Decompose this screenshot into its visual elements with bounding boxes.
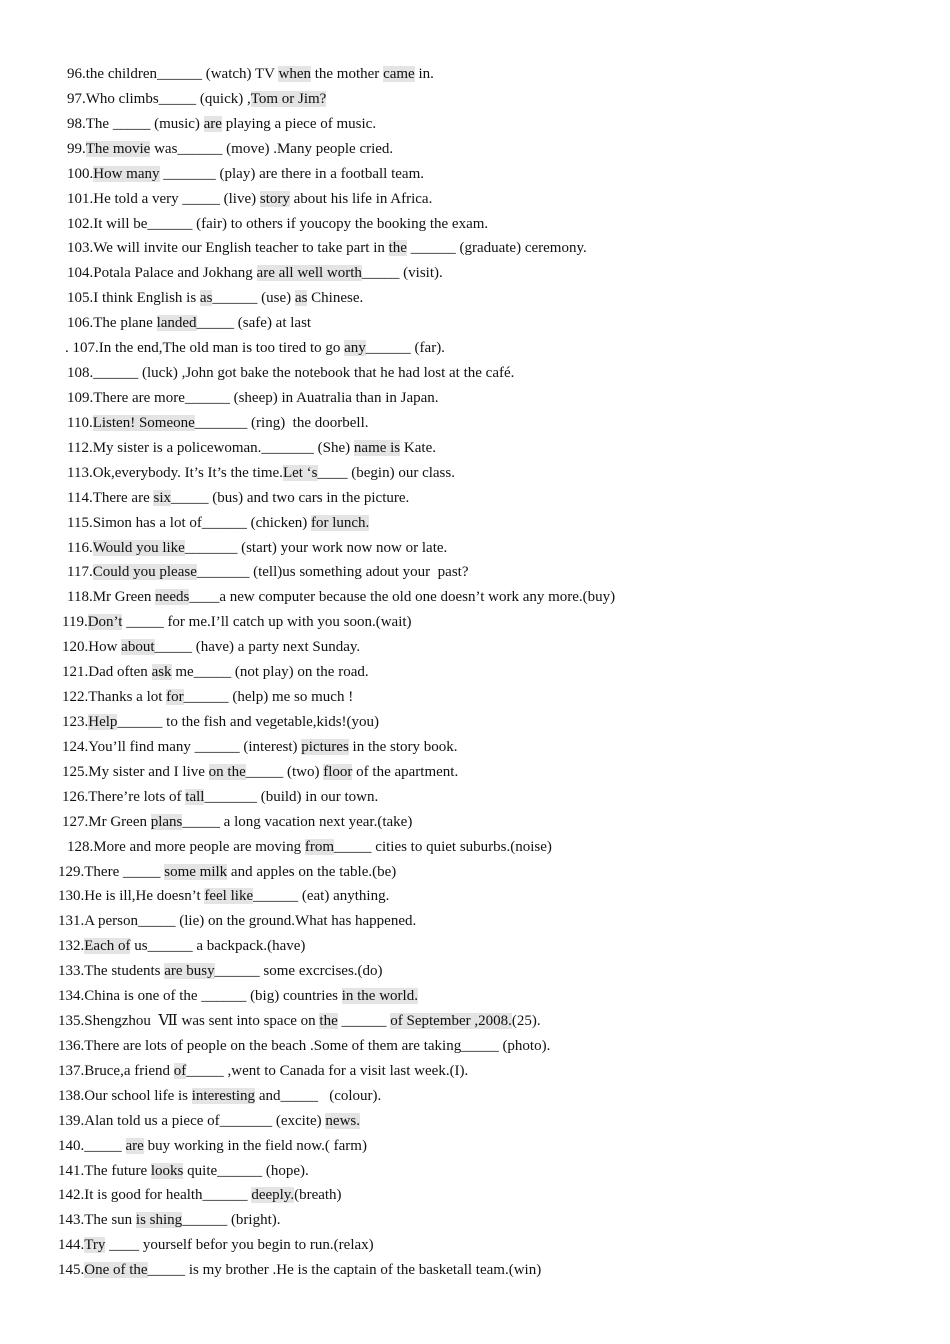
- exercise-line: [0, 411, 950, 436]
- exercise-line: [0, 62, 950, 87]
- exercise-text: ______ (graduate) ceremony.: [406, 240, 587, 257]
- exercise-text: Kate.: [400, 439, 436, 456]
- exercise-line: [0, 1159, 950, 1184]
- exercise-text: 123.: [62, 713, 89, 730]
- highlighted-text: story: [259, 190, 290, 207]
- exercise-text: 119.: [62, 614, 88, 631]
- exercise-line: [0, 236, 950, 261]
- highlighted-text: the: [319, 1013, 338, 1030]
- exercise-text: buy working in the field now.( farm): [143, 1137, 367, 1154]
- highlighted-text: the: [388, 240, 407, 257]
- highlighted-text: Could you please: [92, 564, 197, 581]
- highlighted-text: of September ,2008.: [390, 1013, 512, 1030]
- exercise-text: _____ for me.I’ll catch up with you soon.(wait): [122, 614, 412, 631]
- exercise-text: 138.Our school life is: [58, 1087, 192, 1104]
- exercise-text: the mother: [310, 66, 384, 82]
- exercise-text: 141.The future: [58, 1162, 151, 1179]
- highlighted-text: Let ‘s: [282, 464, 318, 481]
- exercise-text: in.: [414, 66, 434, 82]
- exercise-text: _______ (tell)us something adout your past?: [196, 564, 469, 581]
- highlighted-text: feel like: [204, 888, 254, 905]
- exercise-text: 118.Mr Green: [67, 589, 156, 606]
- highlighted-text: pictures: [301, 738, 349, 755]
- exercise-text: 116.: [67, 539, 93, 556]
- highlighted-text: for: [166, 689, 184, 706]
- exercise-text: 142.It is good for health______: [58, 1187, 252, 1204]
- exercise-text: 125.My sister and I live: [62, 763, 209, 780]
- exercise-line: [0, 710, 950, 735]
- exercise-text: 106.The plane: [67, 315, 157, 332]
- exercise-text: 122.Thanks a lot: [62, 689, 167, 706]
- exercise-line: [0, 162, 950, 187]
- exercise-line: [0, 884, 950, 909]
- exercise-line: [0, 660, 950, 685]
- exercise-text: _______ (start) your work now now or late.: [184, 539, 448, 556]
- exercise-line: [0, 112, 950, 137]
- exercise-line: [0, 685, 950, 710]
- exercise-text: _____ (bus) and two cars in the picture.: [171, 489, 410, 506]
- exercise-text: 115.Simon has a lot of______ (chicken): [67, 514, 311, 531]
- highlighted-text: ask: [151, 664, 172, 681]
- exercise-text: 143.The sun: [58, 1212, 136, 1229]
- exercise-text: 120.How: [62, 639, 122, 656]
- highlighted-text: Tom or Jim?: [250, 90, 327, 107]
- exercise-line: [0, 311, 950, 336]
- exercise-line: [0, 635, 950, 660]
- exercise-text: us______ a backpack.(have): [130, 938, 306, 955]
- exercise-text: 101.He told a very _____ (live): [67, 190, 260, 207]
- highlighted-text: looks: [150, 1162, 184, 1179]
- exercise-line: [0, 486, 950, 511]
- highlighted-text: needs: [155, 589, 190, 606]
- exercise-text: Chinese.: [307, 290, 364, 307]
- exercise-text: 126.There’re lots of: [62, 788, 186, 805]
- highlighted-text: are: [125, 1137, 144, 1154]
- exercise-text: 127.Mr Green: [62, 813, 151, 830]
- exercise-line: [0, 1059, 950, 1084]
- exercise-text: 109.There are more______ (sheep) in Auatralia than in Japan.: [67, 389, 439, 406]
- exercise-list: [0, 62, 950, 1283]
- highlighted-text: Would you like: [92, 539, 185, 556]
- exercise-text: 99.: [67, 140, 86, 157]
- exercise-text: quite______ (hope).: [183, 1162, 309, 1179]
- exercise-line: [0, 1208, 950, 1233]
- exercise-text: 135.Shengzhou Ⅶ was sent into space on: [58, 1013, 320, 1030]
- exercise-text: 134.China is one of the ______ (big) countries: [58, 988, 342, 1005]
- exercise-text: me_____ (not play) on the road.: [171, 664, 369, 681]
- highlighted-text: floor: [323, 763, 353, 780]
- exercise-line: [0, 959, 950, 984]
- highlighted-text: on the: [208, 763, 246, 780]
- exercise-line: [0, 386, 950, 411]
- exercise-line: [0, 810, 950, 835]
- exercise-text: 136.There are lots of people on the beach .Some of them are taking_____ (photo).: [58, 1037, 551, 1054]
- exercise-line: [0, 1034, 950, 1059]
- highlighted-text: news.: [325, 1112, 360, 1129]
- highlighted-text: any: [344, 340, 366, 357]
- highlighted-text: in the world.: [341, 988, 418, 1005]
- exercise-text: 112.My sister is a policewoman._______ (She): [67, 439, 354, 456]
- highlighted-text: name is: [353, 439, 401, 456]
- highlighted-text: Try: [84, 1237, 106, 1254]
- exercise-line: [0, 536, 950, 561]
- exercise-text: 132.: [58, 938, 85, 955]
- exercise-line: [0, 909, 950, 934]
- exercise-text: _____ a long vacation next year.(take): [182, 813, 413, 830]
- exercise-text: playing a piece of music.: [221, 115, 377, 132]
- exercise-text: 139.Alan told us a piece of_______ (excite): [58, 1112, 326, 1129]
- exercise-text: (breath): [294, 1187, 342, 1204]
- highlighted-text: when: [278, 66, 311, 82]
- exercise-text: was______ (move) .Many people cried.: [150, 140, 394, 157]
- exercise-text: ______ (eat) anything.: [253, 888, 390, 905]
- exercise-text: 129.There _____: [58, 863, 165, 880]
- exercise-line: [0, 860, 950, 885]
- exercise-line: [0, 361, 950, 386]
- exercise-text: 97.Who climbs_____ (quick) ,: [67, 90, 251, 107]
- exercise-text: 145.: [58, 1262, 85, 1279]
- exercise-text: ______ (help) me so much !: [183, 689, 354, 706]
- exercise-text: _____ (have) a party next Sunday.: [154, 639, 361, 656]
- exercise-text: _______ (build) in our town.: [204, 788, 379, 805]
- exercise-text: _____ (safe) at last: [196, 315, 312, 332]
- exercise-line: [0, 187, 950, 212]
- highlighted-text: How many: [93, 165, 160, 182]
- exercise-line: [0, 87, 950, 112]
- exercise-text: ______ to the fish and vegetable,kids!(you): [117, 713, 380, 730]
- exercise-text: 133.The students: [58, 963, 165, 980]
- exercise-line: [0, 735, 950, 760]
- exercise-text: _____ ,went to Canada for a visit last week.(I).: [186, 1062, 469, 1079]
- exercise-text: 110.: [67, 414, 93, 431]
- highlighted-text: Help: [88, 713, 118, 730]
- exercise-text: 105.I think English is: [67, 290, 200, 307]
- exercise-text: in the story book.: [348, 738, 458, 755]
- exercise-text: 102.It will be______ (fair) to others if youcopy the booking the exam.: [67, 215, 489, 232]
- exercise-text: 104.Potala Palace and Jokhang: [67, 265, 257, 282]
- exercise-line: [0, 835, 950, 860]
- exercise-text: 121.Dad often: [62, 664, 152, 681]
- highlighted-text: from: [304, 838, 335, 855]
- highlighted-text: came: [383, 66, 415, 82]
- exercise-text: 137.Bruce,a friend: [58, 1062, 174, 1079]
- exercise-text: ____ yourself befor you begin to run.(relax): [105, 1237, 374, 1254]
- exercise-line: [0, 1258, 950, 1283]
- exercise-text: ______ (bright).: [182, 1212, 281, 1229]
- exercise-line: [0, 560, 950, 585]
- highlighted-text: is shing: [135, 1212, 183, 1229]
- highlighted-text: as: [199, 290, 213, 307]
- exercise-line: [0, 1109, 950, 1134]
- exercise-text: . 107.In the end,The old man is too tired to go: [65, 340, 345, 357]
- highlighted-text: are busy: [164, 963, 215, 980]
- highlighted-text: of: [173, 1062, 187, 1079]
- exercise-text: ______ (far).: [365, 340, 445, 357]
- highlighted-text: are all well worth: [256, 265, 362, 282]
- exercise-text: 114.There are: [67, 489, 154, 506]
- exercise-line: [0, 261, 950, 286]
- highlighted-text: Each of: [84, 938, 131, 955]
- exercise-line: [0, 1084, 950, 1109]
- exercise-text: 131.A person_____ (lie) on the ground.What has happened.: [58, 913, 417, 930]
- exercise-text: ______ (use): [212, 290, 295, 307]
- exercise-text: 124.You’ll find many ______ (interest): [62, 738, 302, 755]
- exercise-text: of the apartment.: [352, 763, 459, 780]
- exercise-text: _____ (two): [245, 763, 324, 780]
- exercise-line: [0, 336, 950, 361]
- highlighted-text: interesting: [191, 1087, 256, 1104]
- exercise-text: 108.______ (luck) ,John got bake the notebook that he had lost at the café.: [67, 365, 515, 382]
- highlighted-text: some milk: [164, 863, 228, 880]
- exercise-text: 98.The _____ (music): [67, 115, 204, 132]
- exercise-text: 113.Ok,everybody. It’s It’s the time.: [67, 464, 283, 481]
- exercise-text: ____ (begin) our class.: [317, 464, 455, 481]
- exercise-line: [0, 461, 950, 486]
- exercise-line: [0, 212, 950, 237]
- highlighted-text: tall: [185, 788, 205, 805]
- exercise-text: ______: [337, 1013, 391, 1030]
- exercise-line: [0, 511, 950, 536]
- exercise-line: [0, 137, 950, 162]
- exercise-line: [0, 1009, 950, 1034]
- exercise-text: _______ (ring) the doorbell.: [194, 414, 369, 431]
- exercise-line: [0, 610, 950, 635]
- exercise-line: [0, 984, 950, 1009]
- exercise-text: about his life in Africa.: [289, 190, 433, 207]
- exercise-text: _____ is my brother .He is the captain of the basketall team.(win): [147, 1262, 542, 1279]
- exercise-line: [0, 934, 950, 959]
- highlighted-text: Listen! Someone: [92, 414, 195, 431]
- highlighted-text: deeply.: [251, 1187, 295, 1204]
- exercise-text: and_____ (colour).: [255, 1087, 382, 1104]
- exercise-text: 117.: [67, 564, 93, 581]
- highlighted-text: for lunch.: [310, 514, 370, 531]
- exercise-text: _____ cities to quiet suburbs.(noise): [334, 838, 552, 855]
- exercise-text: and apples on the table.(be): [227, 863, 397, 880]
- exercise-text: ______ some excrcises.(do): [214, 963, 383, 980]
- exercise-line: [0, 585, 950, 610]
- exercise-text: 96.the children______ (watch) TV: [67, 66, 279, 82]
- exercise-text: 103.We will invite our English teacher to take part in: [67, 240, 389, 257]
- exercise-line: [0, 785, 950, 810]
- highlighted-text: landed: [156, 315, 197, 332]
- highlighted-text: Don’t: [87, 614, 123, 631]
- exercise-text: 100.: [67, 165, 94, 182]
- highlighted-text: about: [121, 639, 155, 656]
- exercise-line: [0, 1233, 950, 1258]
- exercise-text: 144.: [58, 1237, 85, 1254]
- exercise-line: [0, 1134, 950, 1159]
- exercise-text: 128.More and more people are moving: [67, 838, 305, 855]
- exercise-text: (25).: [511, 1013, 541, 1030]
- exercise-text: ____a new computer because the old one doesn’t work any more.(buy): [189, 589, 616, 606]
- exercise-line: [0, 1183, 950, 1208]
- exercise-text: _____ (visit).: [361, 265, 443, 282]
- exercise-text: _______ (play) are there in a football team.: [159, 165, 424, 182]
- exercise-text: 130.He is ill,He doesn’t: [58, 888, 205, 905]
- highlighted-text: The movie: [85, 140, 151, 157]
- highlighted-text: are: [203, 115, 222, 132]
- exercise-line: [0, 760, 950, 785]
- exercise-line: [0, 436, 950, 461]
- highlighted-text: plans: [150, 813, 183, 830]
- highlighted-text: One of the: [84, 1262, 148, 1279]
- exercise-text: 140._____: [58, 1137, 126, 1154]
- highlighted-text: as: [294, 290, 308, 307]
- exercise-line: [0, 286, 950, 311]
- highlighted-text: six: [153, 489, 171, 506]
